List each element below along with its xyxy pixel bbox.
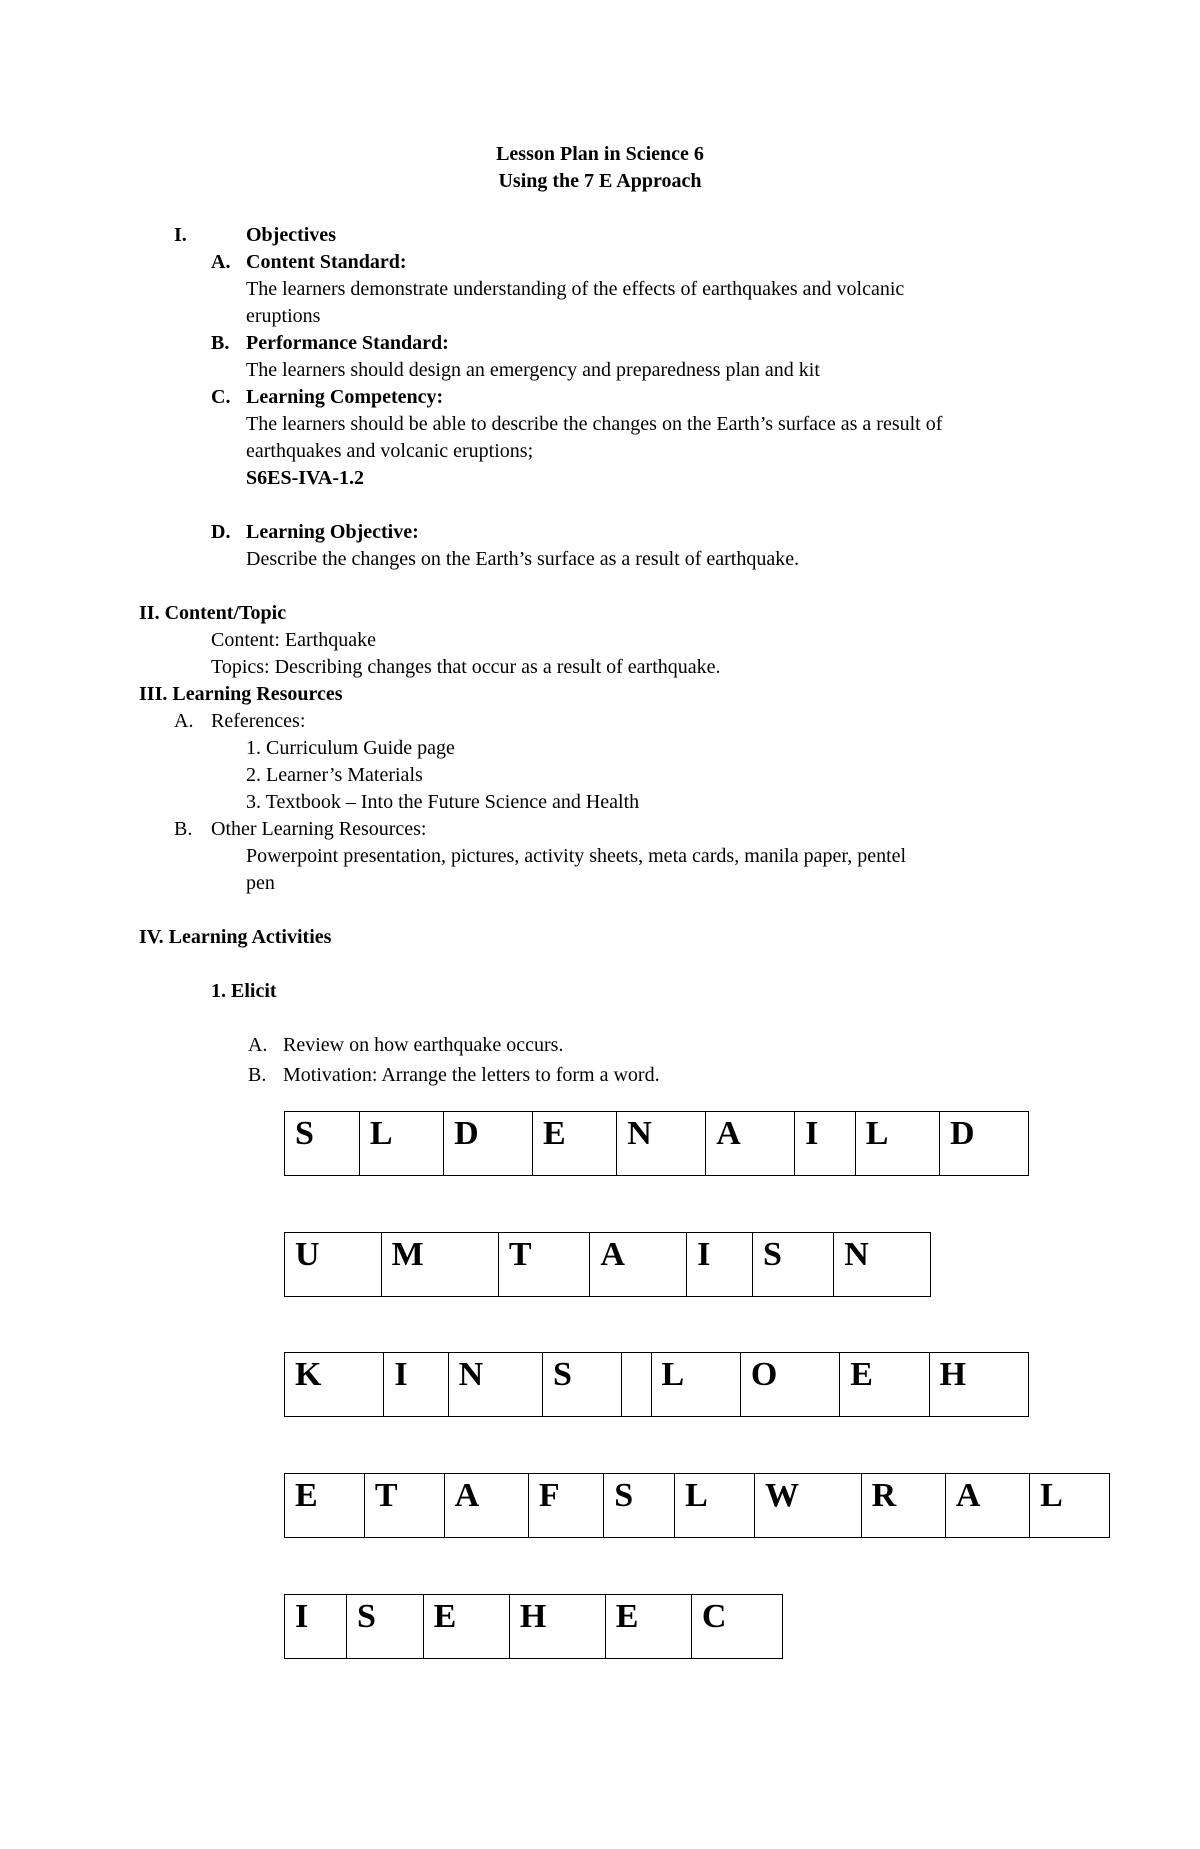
review-item: Review on how earthquake occurs.: [283, 1034, 564, 1056]
letter-cell: A: [945, 1474, 1029, 1538]
content-line: Content: Earthquake: [211, 629, 376, 651]
reference-item: 1. Curriculum Guide page: [246, 737, 455, 759]
letter-cell: I: [285, 1595, 347, 1659]
document-title: Lesson Plan in Science 6: [496, 143, 704, 165]
competency-code: S6ES-IVA-1.2: [246, 467, 364, 489]
letter-cell: W: [754, 1474, 861, 1538]
letter-cell: L: [359, 1112, 443, 1176]
other-resources-line2: pen: [246, 872, 275, 894]
learning-competency-text-line2: earthquakes and volcanic eruptions;: [246, 440, 534, 462]
item-letter-other-resources: B.: [174, 818, 193, 840]
letter-cell: H: [509, 1595, 605, 1659]
letter-cell: K: [285, 1353, 384, 1417]
motivation-item: Motivation: Arrange the letters to form a word.: [283, 1064, 660, 1086]
letter-cell: I: [687, 1233, 753, 1297]
letter-cell: U: [285, 1233, 382, 1297]
item-letter-learning-competency: C.: [211, 386, 231, 408]
item-letter-references: A.: [174, 710, 194, 732]
letter-cell: L: [651, 1353, 740, 1417]
reference-item: 2. Learner’s Materials: [246, 764, 423, 786]
content-standard-label: Content Standard:: [246, 251, 407, 273]
learning-objective-text: Describe the changes on the Earth’s surface as a result of earthquake.: [246, 548, 800, 570]
letter-cell: E: [840, 1353, 929, 1417]
item-letter-learning-objective: D.: [211, 521, 231, 543]
letter-cell: I: [384, 1353, 448, 1417]
section-heading-learning-activities: IV. Learning Activities: [139, 926, 332, 948]
letter-cell: C: [691, 1595, 782, 1659]
letter-cell: E: [285, 1474, 365, 1538]
performance-standard-text: The learners should design an emergency and preparedness plan and kit: [246, 359, 820, 381]
letter-cell: F: [528, 1474, 603, 1538]
letter-cell: N: [448, 1353, 542, 1417]
letter-cell: H: [929, 1353, 1028, 1417]
letter-grid-1: [284, 1111, 1029, 1176]
learning-objective-label: Learning Objective:: [246, 521, 419, 543]
letter-cell: [622, 1353, 651, 1417]
item-letter-content-standard: A.: [211, 251, 231, 273]
section-heading-learning-resources: III. Learning Resources: [139, 683, 343, 705]
topics-line: Topics: Describing changes that occur as a result of earthquake.: [211, 656, 721, 678]
letter-cell: L: [855, 1112, 939, 1176]
learning-competency-text-line1: The learners should be able to describe the changes on the Earth’s surface as a result of: [246, 413, 943, 435]
item-letter-performance-standard: B.: [211, 332, 230, 354]
content-standard-text-line1: The learners demonstrate understanding of the effects of earthquakes and volcanic: [246, 278, 905, 300]
letter-grid-2: [284, 1232, 931, 1297]
learning-competency-label: Learning Competency:: [246, 386, 444, 408]
letter-cell: O: [740, 1353, 839, 1417]
letter-grid-3: [284, 1352, 1029, 1417]
item-letter-motivation: B.: [248, 1064, 267, 1086]
letter-cell: E: [605, 1595, 691, 1659]
letter-cell: L: [1030, 1474, 1110, 1538]
item-letter-review: A.: [248, 1034, 268, 1056]
letter-cell: S: [542, 1353, 621, 1417]
elicit-heading: 1. Elicit: [211, 980, 277, 1002]
letter-cell: L: [675, 1474, 755, 1538]
section-numeral-objectives: I.: [174, 224, 187, 246]
other-resources-line1: Powerpoint presentation, pictures, activity sheets, meta cards, manila paper, pentel: [246, 845, 907, 867]
reference-item: 3. Textbook – Into the Future Science and Health: [246, 791, 640, 813]
references-label: References:: [211, 710, 306, 732]
letter-cell: E: [423, 1595, 509, 1659]
letter-cell: S: [604, 1474, 675, 1538]
other-resources-label: Other Learning Resources:: [211, 818, 427, 840]
letter-cell: D: [940, 1112, 1029, 1176]
letter-cell: S: [752, 1233, 833, 1297]
content-standard-text-line2: eruptions: [246, 305, 321, 327]
letter-cell: E: [533, 1112, 617, 1176]
letter-cell: A: [590, 1233, 687, 1297]
letter-cell: T: [498, 1233, 590, 1297]
performance-standard-label: Performance Standard:: [246, 332, 449, 354]
section-heading-content-topic: II. Content/Topic: [139, 602, 287, 624]
letter-cell: I: [795, 1112, 856, 1176]
letter-grid-5: [284, 1594, 783, 1659]
letter-cell: R: [861, 1474, 945, 1538]
letter-cell: T: [364, 1474, 444, 1538]
letter-cell: S: [347, 1595, 424, 1659]
letter-grid-4: [284, 1473, 1110, 1538]
letter-cell: N: [617, 1112, 706, 1176]
document-subtitle: Using the 7 E Approach: [498, 170, 702, 192]
letter-cell: S: [285, 1112, 360, 1176]
letter-cell: A: [444, 1474, 528, 1538]
letter-cell: M: [381, 1233, 498, 1297]
letter-cell: D: [444, 1112, 533, 1176]
letter-cell: N: [834, 1233, 931, 1297]
letter-cell: A: [706, 1112, 795, 1176]
section-heading-objectives: Objectives: [246, 224, 336, 246]
